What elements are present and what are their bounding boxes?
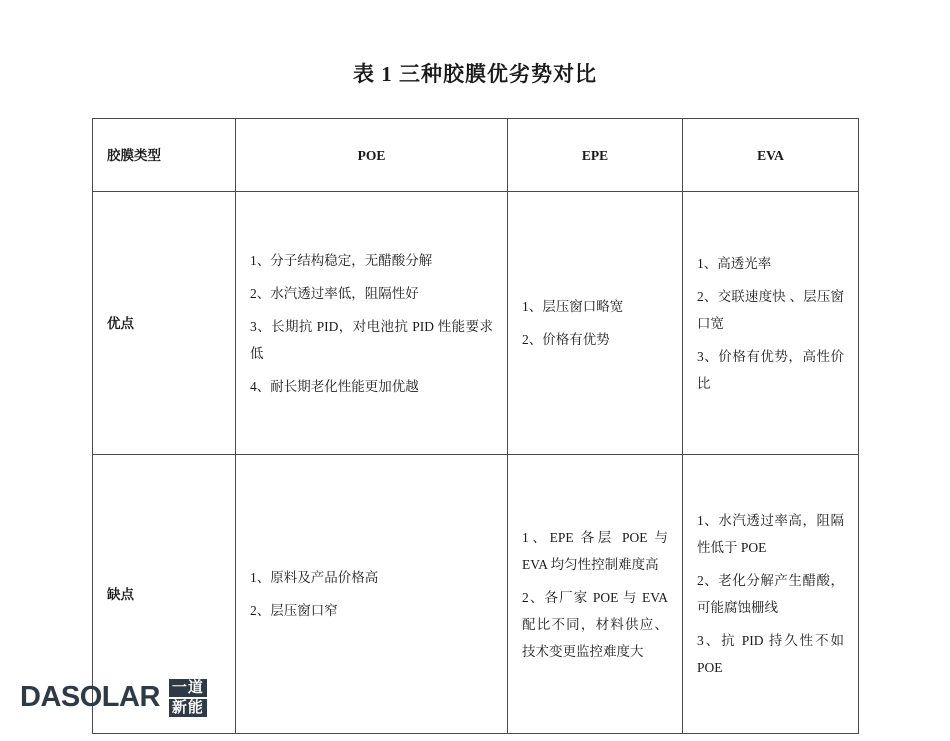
cell-line: 2、交联速度快 、层压窗口宽 bbox=[697, 288, 844, 331]
cell-pros-eva bbox=[683, 192, 859, 455]
table-header-row bbox=[93, 119, 859, 192]
cell-cons-eva bbox=[683, 455, 859, 734]
cell-line: 2、价格有优势 bbox=[522, 332, 610, 347]
cell-line: 3、价格有优势，高性价比 bbox=[697, 348, 844, 391]
table-header bbox=[93, 119, 859, 192]
table-body bbox=[93, 192, 859, 734]
cell-line: 1、原料及产品价格高 bbox=[250, 570, 379, 585]
cell-line: 2、水汽透过率低，阻隔性好 bbox=[250, 285, 419, 301]
cell-line: 2、层压窗口窄 bbox=[250, 603, 338, 618]
cell-line: 2、老化分解产生醋酸，可能腐蚀栅线 bbox=[697, 573, 844, 615]
page-title: 表 1 三种胶膜优劣势对比 bbox=[353, 62, 597, 86]
header-cell-type: 胶膜类型 bbox=[93, 119, 236, 192]
table-row bbox=[93, 455, 859, 734]
cell-line: 4、耐长期老化性能更加优越 bbox=[250, 378, 419, 394]
logo-wordmark: DASOLAR bbox=[20, 681, 160, 714]
logo-cn-line-2: 新能 bbox=[169, 699, 207, 717]
cell-line: 1、EPE 各层 POE 与 EVA 均匀性控制难度高 bbox=[522, 529, 668, 572]
cell-line: 3、抗 PID 持久性不如 POE bbox=[697, 633, 844, 675]
header-cell-poe: POE bbox=[236, 119, 508, 192]
company-logo bbox=[20, 679, 207, 717]
row-label-cons: 缺点 bbox=[93, 455, 236, 734]
table-row bbox=[93, 192, 859, 455]
cell-line: 1、高透光率 bbox=[697, 255, 772, 271]
logo-cn-line-1: 一道 bbox=[169, 679, 207, 697]
comparison-table bbox=[92, 118, 859, 734]
cell-line: 1、层压窗口略宽 bbox=[522, 299, 624, 314]
row-label-pros: 优点 bbox=[93, 192, 236, 455]
cell-cons-epe bbox=[508, 455, 683, 734]
header-cell-eva: EVA bbox=[683, 119, 859, 192]
cell-line: 2、各厂家 POE 与 EVA 配比不同，材料供应、技术变更监控难度大 bbox=[522, 589, 668, 659]
cell-pros-epe bbox=[508, 192, 683, 455]
logo-chinese-name bbox=[169, 679, 207, 717]
cell-pros-poe bbox=[236, 192, 508, 455]
header-cell-epe: EPE bbox=[508, 119, 683, 192]
cell-line: 1、水汽透过率高，阻隔性低于 POE bbox=[697, 513, 844, 555]
cell-cons-poe bbox=[236, 455, 508, 734]
cell-line: 3、长期抗 PID，对电池抗 PID 性能要求低 bbox=[250, 318, 493, 361]
cell-line: 1、分子结构稳定，无醋酸分解 bbox=[250, 252, 433, 268]
